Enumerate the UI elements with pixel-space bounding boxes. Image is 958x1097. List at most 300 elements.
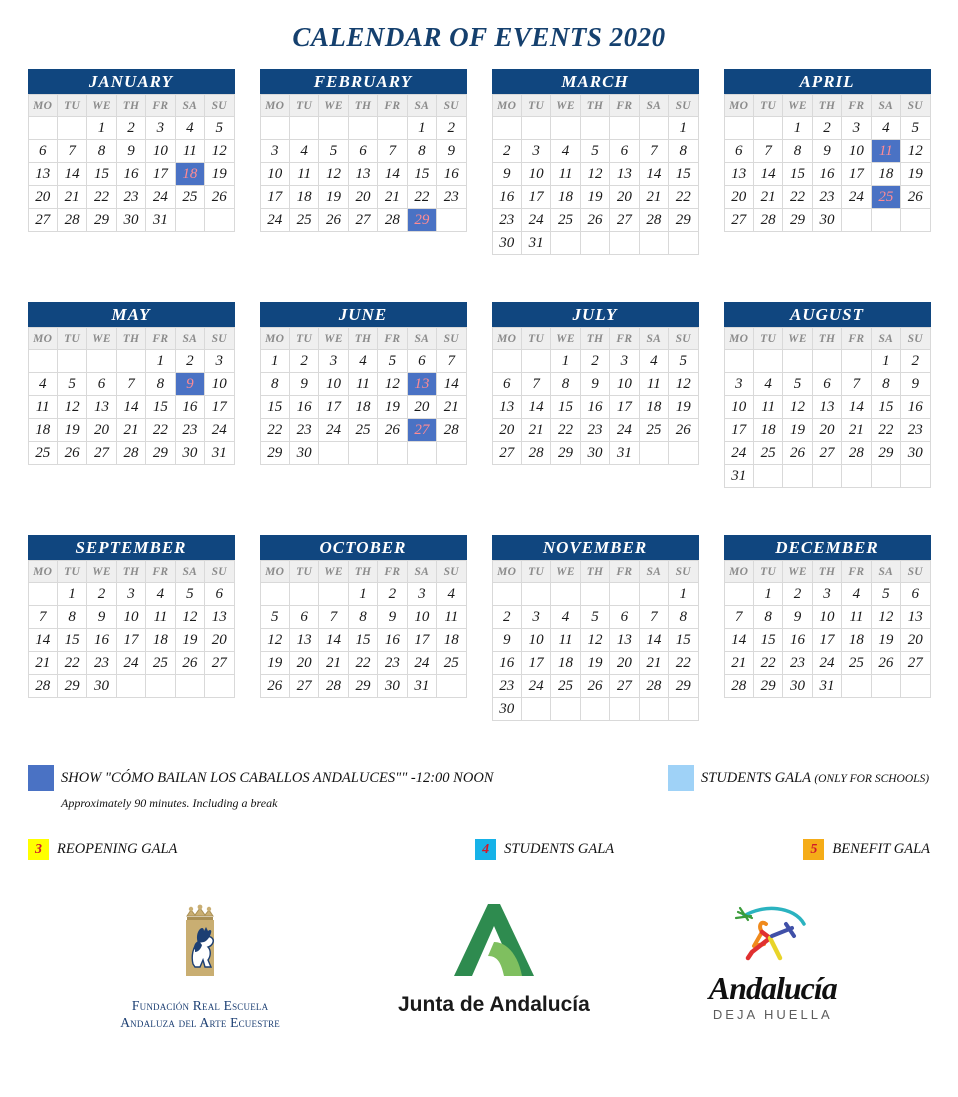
day-cell[interactable]: 13	[610, 163, 639, 186]
day-cell[interactable]: 7	[724, 606, 753, 629]
day-cell[interactable]: 10	[205, 373, 234, 396]
day-cell[interactable]: 5	[669, 350, 698, 373]
day-cell[interactable]: 22	[551, 419, 580, 442]
day-cell[interactable]: 21	[521, 419, 550, 442]
day-cell[interactable]: 22	[871, 419, 900, 442]
day-cell[interactable]: 7	[639, 140, 668, 163]
day-cell[interactable]: 5	[57, 373, 86, 396]
day-cell[interactable]: 3	[521, 606, 550, 629]
day-cell[interactable]: 1	[407, 117, 436, 140]
day-cell[interactable]: 5	[871, 583, 900, 606]
day-cell[interactable]: 11	[437, 606, 466, 629]
day-cell[interactable]: 16	[492, 652, 521, 675]
day-cell[interactable]: 15	[753, 629, 782, 652]
day-cell[interactable]: 24	[116, 652, 145, 675]
day-cell[interactable]: 31	[521, 232, 550, 255]
day-cell[interactable]: 20	[812, 419, 841, 442]
day-cell[interactable]: 24	[260, 209, 289, 232]
day-cell[interactable]: 16	[901, 396, 930, 419]
day-cell[interactable]: 14	[437, 373, 466, 396]
day-cell[interactable]: 22	[260, 419, 289, 442]
day-cell[interactable]: 28	[842, 442, 871, 465]
day-cell[interactable]: 13	[492, 396, 521, 419]
day-cell[interactable]: 24	[319, 419, 348, 442]
day-cell[interactable]: 16	[783, 629, 812, 652]
day-cell[interactable]: 27	[87, 442, 116, 465]
day-cell[interactable]: 5	[175, 583, 204, 606]
day-cell[interactable]: 10	[260, 163, 289, 186]
day-cell[interactable]: 24	[610, 419, 639, 442]
day-cell[interactable]: 17	[319, 396, 348, 419]
day-cell[interactable]: 30	[812, 209, 841, 232]
day-cell[interactable]: 1	[669, 117, 698, 140]
day-cell[interactable]: 30	[87, 675, 116, 698]
day-cell[interactable]: 16	[87, 629, 116, 652]
day-cell[interactable]: 29	[871, 442, 900, 465]
day-cell[interactable]: 10	[521, 629, 550, 652]
day-cell[interactable]: 13	[610, 629, 639, 652]
day-cell[interactable]: 22	[753, 652, 782, 675]
day-cell[interactable]: 24	[842, 186, 871, 209]
day-cell[interactable]: 8	[783, 140, 812, 163]
day-cell[interactable]: 4	[437, 583, 466, 606]
day-cell[interactable]: 4	[551, 606, 580, 629]
day-cell[interactable]: 17	[260, 186, 289, 209]
day-cell[interactable]: 9	[901, 373, 930, 396]
day-cell[interactable]: 29	[783, 209, 812, 232]
day-cell[interactable]: 23	[901, 419, 930, 442]
day-cell[interactable]: 22	[783, 186, 812, 209]
day-cell[interactable]: 27	[492, 442, 521, 465]
day-cell[interactable]: 22	[669, 186, 698, 209]
day-cell[interactable]: 31	[205, 442, 234, 465]
day-cell[interactable]: 3	[146, 117, 175, 140]
day-cell[interactable]: 14	[639, 163, 668, 186]
day-cell[interactable]: 1	[871, 350, 900, 373]
day-cell[interactable]: 7	[28, 606, 57, 629]
day-cell[interactable]: 21	[437, 396, 466, 419]
day-cell[interactable]: 13	[724, 163, 753, 186]
day-cell[interactable]: 10	[724, 396, 753, 419]
day-cell[interactable]: 27	[205, 652, 234, 675]
day-cell[interactable]: 29	[407, 209, 436, 232]
day-cell[interactable]: 26	[319, 209, 348, 232]
day-cell[interactable]: 15	[783, 163, 812, 186]
day-cell[interactable]: 14	[57, 163, 86, 186]
day-cell[interactable]: 15	[348, 629, 377, 652]
day-cell[interactable]: 11	[871, 140, 900, 163]
day-cell[interactable]: 13	[289, 629, 318, 652]
day-cell[interactable]: 5	[580, 606, 609, 629]
day-cell[interactable]: 21	[57, 186, 86, 209]
day-cell[interactable]: 2	[87, 583, 116, 606]
day-cell[interactable]: 1	[783, 117, 812, 140]
day-cell[interactable]: 5	[205, 117, 234, 140]
day-cell[interactable]: 14	[753, 163, 782, 186]
day-cell[interactable]: 9	[580, 373, 609, 396]
day-cell[interactable]: 28	[116, 442, 145, 465]
day-cell[interactable]: 25	[871, 186, 900, 209]
day-cell[interactable]: 11	[348, 373, 377, 396]
day-cell[interactable]: 11	[175, 140, 204, 163]
day-cell[interactable]: 2	[783, 583, 812, 606]
day-cell[interactable]: 5	[783, 373, 812, 396]
day-cell[interactable]: 4	[289, 140, 318, 163]
day-cell[interactable]: 11	[289, 163, 318, 186]
day-cell[interactable]: 16	[175, 396, 204, 419]
day-cell[interactable]: 21	[724, 652, 753, 675]
day-cell[interactable]: 20	[205, 629, 234, 652]
day-cell[interactable]: 2	[378, 583, 407, 606]
day-cell[interactable]: 7	[639, 606, 668, 629]
day-cell[interactable]: 12	[57, 396, 86, 419]
day-cell[interactable]: 27	[28, 209, 57, 232]
day-cell[interactable]: 12	[669, 373, 698, 396]
day-cell[interactable]: 29	[669, 209, 698, 232]
day-cell[interactable]: 9	[492, 629, 521, 652]
day-cell[interactable]: 29	[753, 675, 782, 698]
day-cell[interactable]: 25	[437, 652, 466, 675]
day-cell[interactable]: 28	[437, 419, 466, 442]
day-cell[interactable]: 30	[289, 442, 318, 465]
day-cell[interactable]: 24	[407, 652, 436, 675]
day-cell[interactable]: 18	[871, 163, 900, 186]
day-cell[interactable]: 14	[724, 629, 753, 652]
day-cell[interactable]: 25	[289, 209, 318, 232]
day-cell[interactable]: 24	[146, 186, 175, 209]
day-cell[interactable]: 31	[812, 675, 841, 698]
day-cell[interactable]: 12	[871, 606, 900, 629]
day-cell[interactable]: 12	[319, 163, 348, 186]
day-cell[interactable]: 26	[378, 419, 407, 442]
day-cell[interactable]: 28	[521, 442, 550, 465]
day-cell[interactable]: 15	[57, 629, 86, 652]
day-cell[interactable]: 19	[378, 396, 407, 419]
day-cell[interactable]: 19	[580, 186, 609, 209]
day-cell[interactable]: 15	[669, 629, 698, 652]
day-cell[interactable]: 28	[319, 675, 348, 698]
day-cell[interactable]: 31	[146, 209, 175, 232]
day-cell[interactable]: 15	[260, 396, 289, 419]
day-cell[interactable]: 2	[580, 350, 609, 373]
day-cell[interactable]: 9	[87, 606, 116, 629]
day-cell[interactable]: 28	[724, 675, 753, 698]
day-cell[interactable]: 15	[407, 163, 436, 186]
day-cell[interactable]: 8	[551, 373, 580, 396]
day-cell[interactable]: 23	[437, 186, 466, 209]
day-cell[interactable]: 27	[407, 419, 436, 442]
day-cell[interactable]: 1	[146, 350, 175, 373]
day-cell[interactable]: 3	[521, 140, 550, 163]
day-cell[interactable]: 12	[260, 629, 289, 652]
day-cell[interactable]: 15	[669, 163, 698, 186]
day-cell[interactable]: 4	[639, 350, 668, 373]
day-cell[interactable]: 23	[812, 186, 841, 209]
day-cell[interactable]: 3	[724, 373, 753, 396]
day-cell[interactable]: 17	[407, 629, 436, 652]
day-cell[interactable]: 22	[87, 186, 116, 209]
day-cell[interactable]: 23	[378, 652, 407, 675]
day-cell[interactable]: 23	[492, 675, 521, 698]
day-cell[interactable]: 6	[610, 606, 639, 629]
day-cell[interactable]: 7	[521, 373, 550, 396]
day-cell[interactable]: 4	[348, 350, 377, 373]
day-cell[interactable]: 4	[175, 117, 204, 140]
day-cell[interactable]: 17	[116, 629, 145, 652]
day-cell[interactable]: 12	[205, 140, 234, 163]
day-cell[interactable]: 30	[580, 442, 609, 465]
day-cell[interactable]: 18	[639, 396, 668, 419]
day-cell[interactable]: 4	[28, 373, 57, 396]
day-cell[interactable]: 21	[319, 652, 348, 675]
day-cell[interactable]: 17	[724, 419, 753, 442]
day-cell[interactable]: 17	[521, 652, 550, 675]
day-cell[interactable]: 20	[901, 629, 930, 652]
day-cell[interactable]: 11	[551, 163, 580, 186]
day-cell[interactable]: 16	[492, 186, 521, 209]
day-cell[interactable]: 3	[205, 350, 234, 373]
day-cell[interactable]: 15	[551, 396, 580, 419]
day-cell[interactable]: 5	[319, 140, 348, 163]
day-cell[interactable]: 14	[842, 396, 871, 419]
day-cell[interactable]: 3	[260, 140, 289, 163]
day-cell[interactable]: 6	[901, 583, 930, 606]
day-cell[interactable]: 6	[724, 140, 753, 163]
day-cell[interactable]: 1	[57, 583, 86, 606]
day-cell[interactable]: 18	[28, 419, 57, 442]
day-cell[interactable]: 9	[492, 163, 521, 186]
day-cell[interactable]: 1	[753, 583, 782, 606]
day-cell[interactable]: 17	[812, 629, 841, 652]
day-cell[interactable]: 18	[437, 629, 466, 652]
day-cell[interactable]: 23	[87, 652, 116, 675]
day-cell[interactable]: 20	[87, 419, 116, 442]
day-cell[interactable]: 28	[639, 209, 668, 232]
day-cell[interactable]: 7	[57, 140, 86, 163]
day-cell[interactable]: 6	[407, 350, 436, 373]
day-cell[interactable]: 10	[407, 606, 436, 629]
day-cell[interactable]: 31	[407, 675, 436, 698]
day-cell[interactable]: 8	[57, 606, 86, 629]
day-cell[interactable]: 26	[783, 442, 812, 465]
day-cell[interactable]: 11	[28, 396, 57, 419]
day-cell[interactable]: 13	[901, 606, 930, 629]
day-cell[interactable]: 18	[348, 396, 377, 419]
day-cell[interactable]: 28	[28, 675, 57, 698]
day-cell[interactable]: 4	[871, 117, 900, 140]
day-cell[interactable]: 10	[610, 373, 639, 396]
day-cell[interactable]: 16	[378, 629, 407, 652]
day-cell[interactable]: 20	[492, 419, 521, 442]
day-cell[interactable]: 26	[901, 186, 930, 209]
day-cell[interactable]: 15	[146, 396, 175, 419]
day-cell[interactable]: 17	[146, 163, 175, 186]
day-cell[interactable]: 29	[260, 442, 289, 465]
day-cell[interactable]: 18	[175, 163, 204, 186]
day-cell[interactable]: 30	[116, 209, 145, 232]
day-cell[interactable]: 6	[492, 373, 521, 396]
day-cell[interactable]: 30	[378, 675, 407, 698]
day-cell[interactable]: 22	[348, 652, 377, 675]
day-cell[interactable]: 20	[28, 186, 57, 209]
day-cell[interactable]: 19	[783, 419, 812, 442]
day-cell[interactable]: 28	[378, 209, 407, 232]
day-cell[interactable]: 19	[175, 629, 204, 652]
day-cell[interactable]: 13	[205, 606, 234, 629]
day-cell[interactable]: 7	[319, 606, 348, 629]
day-cell[interactable]: 23	[175, 419, 204, 442]
day-cell[interactable]: 26	[871, 652, 900, 675]
day-cell[interactable]: 22	[57, 652, 86, 675]
day-cell[interactable]: 25	[842, 652, 871, 675]
day-cell[interactable]: 23	[580, 419, 609, 442]
day-cell[interactable]: 16	[580, 396, 609, 419]
day-cell[interactable]: 26	[580, 675, 609, 698]
day-cell[interactable]: 20	[407, 396, 436, 419]
day-cell[interactable]: 19	[871, 629, 900, 652]
day-cell[interactable]: 28	[639, 675, 668, 698]
day-cell[interactable]: 23	[783, 652, 812, 675]
day-cell[interactable]: 16	[437, 163, 466, 186]
day-cell[interactable]: 9	[437, 140, 466, 163]
day-cell[interactable]: 10	[146, 140, 175, 163]
day-cell[interactable]: 1	[260, 350, 289, 373]
day-cell[interactable]: 31	[610, 442, 639, 465]
day-cell[interactable]: 6	[28, 140, 57, 163]
day-cell[interactable]: 8	[87, 140, 116, 163]
day-cell[interactable]: 24	[205, 419, 234, 442]
day-cell[interactable]: 27	[724, 209, 753, 232]
day-cell[interactable]: 13	[407, 373, 436, 396]
day-cell[interactable]: 18	[146, 629, 175, 652]
day-cell[interactable]: 8	[669, 606, 698, 629]
day-cell[interactable]: 30	[492, 232, 521, 255]
day-cell[interactable]: 5	[901, 117, 930, 140]
day-cell[interactable]: 19	[205, 163, 234, 186]
day-cell[interactable]: 10	[842, 140, 871, 163]
day-cell[interactable]: 22	[407, 186, 436, 209]
day-cell[interactable]: 12	[580, 163, 609, 186]
day-cell[interactable]: 26	[205, 186, 234, 209]
day-cell[interactable]: 8	[753, 606, 782, 629]
day-cell[interactable]: 4	[146, 583, 175, 606]
day-cell[interactable]: 6	[812, 373, 841, 396]
day-cell[interactable]: 9	[175, 373, 204, 396]
day-cell[interactable]: 12	[580, 629, 609, 652]
day-cell[interactable]: 21	[116, 419, 145, 442]
day-cell[interactable]: 30	[901, 442, 930, 465]
day-cell[interactable]: 6	[205, 583, 234, 606]
day-cell[interactable]: 25	[175, 186, 204, 209]
day-cell[interactable]: 14	[639, 629, 668, 652]
day-cell[interactable]: 4	[753, 373, 782, 396]
day-cell[interactable]: 20	[724, 186, 753, 209]
day-cell[interactable]: 17	[205, 396, 234, 419]
day-cell[interactable]: 11	[551, 629, 580, 652]
day-cell[interactable]: 29	[57, 675, 86, 698]
day-cell[interactable]: 9	[812, 140, 841, 163]
day-cell[interactable]: 28	[57, 209, 86, 232]
day-cell[interactable]: 25	[28, 442, 57, 465]
day-cell[interactable]: 14	[28, 629, 57, 652]
day-cell[interactable]: 7	[116, 373, 145, 396]
day-cell[interactable]: 12	[901, 140, 930, 163]
day-cell[interactable]: 19	[260, 652, 289, 675]
day-cell[interactable]: 27	[812, 442, 841, 465]
day-cell[interactable]: 14	[521, 396, 550, 419]
day-cell[interactable]: 5	[260, 606, 289, 629]
day-cell[interactable]: 3	[116, 583, 145, 606]
day-cell[interactable]: 18	[551, 652, 580, 675]
day-cell[interactable]: 27	[610, 209, 639, 232]
day-cell[interactable]: 15	[871, 396, 900, 419]
day-cell[interactable]: 9	[378, 606, 407, 629]
day-cell[interactable]: 3	[610, 350, 639, 373]
day-cell[interactable]: 1	[669, 583, 698, 606]
day-cell[interactable]: 25	[551, 675, 580, 698]
day-cell[interactable]: 2	[116, 117, 145, 140]
day-cell[interactable]: 3	[842, 117, 871, 140]
day-cell[interactable]: 25	[348, 419, 377, 442]
day-cell[interactable]: 2	[289, 350, 318, 373]
day-cell[interactable]: 2	[492, 606, 521, 629]
day-cell[interactable]: 10	[812, 606, 841, 629]
day-cell[interactable]: 13	[87, 396, 116, 419]
day-cell[interactable]: 16	[289, 396, 318, 419]
day-cell[interactable]: 25	[639, 419, 668, 442]
day-cell[interactable]: 6	[87, 373, 116, 396]
day-cell[interactable]: 16	[812, 163, 841, 186]
day-cell[interactable]: 11	[639, 373, 668, 396]
day-cell[interactable]: 23	[116, 186, 145, 209]
day-cell[interactable]: 2	[492, 140, 521, 163]
day-cell[interactable]: 31	[724, 465, 753, 488]
day-cell[interactable]: 12	[783, 396, 812, 419]
day-cell[interactable]: 24	[724, 442, 753, 465]
day-cell[interactable]: 2	[437, 117, 466, 140]
day-cell[interactable]: 4	[551, 140, 580, 163]
day-cell[interactable]: 19	[580, 652, 609, 675]
day-cell[interactable]: 20	[610, 186, 639, 209]
day-cell[interactable]: 22	[669, 652, 698, 675]
day-cell[interactable]: 11	[753, 396, 782, 419]
day-cell[interactable]: 29	[87, 209, 116, 232]
day-cell[interactable]: 10	[116, 606, 145, 629]
day-cell[interactable]: 15	[87, 163, 116, 186]
day-cell[interactable]: 5	[378, 350, 407, 373]
day-cell[interactable]: 7	[842, 373, 871, 396]
day-cell[interactable]: 8	[669, 140, 698, 163]
day-cell[interactable]: 25	[551, 209, 580, 232]
day-cell[interactable]: 24	[521, 209, 550, 232]
day-cell[interactable]: 7	[437, 350, 466, 373]
day-cell[interactable]: 17	[610, 396, 639, 419]
day-cell[interactable]: 19	[319, 186, 348, 209]
day-cell[interactable]: 8	[146, 373, 175, 396]
day-cell[interactable]: 9	[116, 140, 145, 163]
day-cell[interactable]: 28	[753, 209, 782, 232]
day-cell[interactable]: 1	[87, 117, 116, 140]
day-cell[interactable]: 7	[753, 140, 782, 163]
day-cell[interactable]: 18	[289, 186, 318, 209]
day-cell[interactable]: 9	[289, 373, 318, 396]
day-cell[interactable]: 10	[319, 373, 348, 396]
day-cell[interactable]: 10	[521, 163, 550, 186]
day-cell[interactable]: 18	[753, 419, 782, 442]
day-cell[interactable]: 12	[175, 606, 204, 629]
day-cell[interactable]: 23	[492, 209, 521, 232]
day-cell[interactable]: 6	[348, 140, 377, 163]
